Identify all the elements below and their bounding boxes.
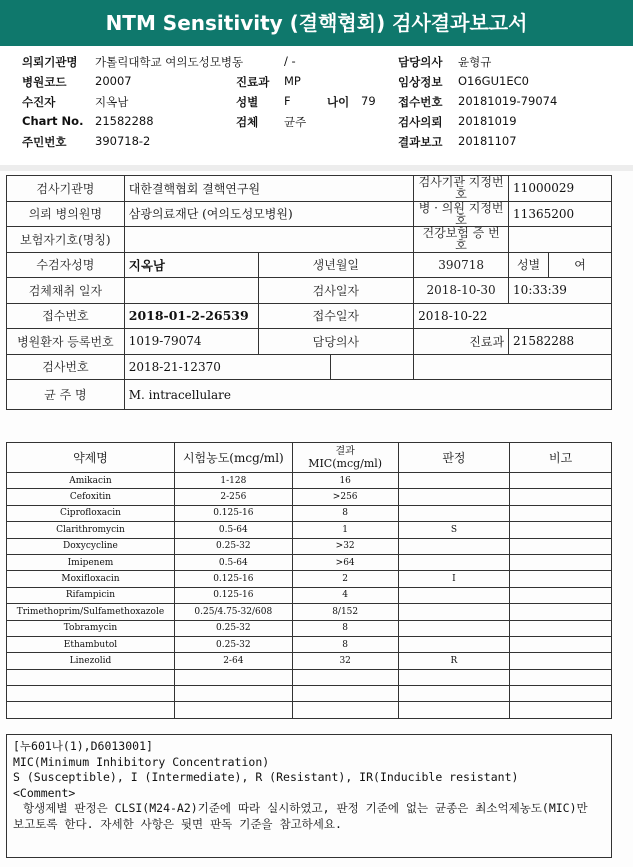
drug-cell-range: 0.5-64 <box>174 522 292 538</box>
drug-cell-mic <box>292 702 398 718</box>
drug-cell-judge <box>398 620 510 636</box>
hospital-code-label: 병원코드 <box>22 75 67 89</box>
test-request-label: 검사의뢰 <box>398 115 443 129</box>
drug-cell-mic: 8 <box>292 620 398 636</box>
collect-date-label: 검체채취 일자 <box>7 278 125 304</box>
drug-cell-range: 0.125-16 <box>174 505 292 521</box>
test-no-blank <box>331 354 414 380</box>
drug-cell-drug: Trimethoprim/Sulfamethoxazole <box>7 604 175 620</box>
id-no-label: 주민번호 <box>22 135 67 149</box>
test-no-extra <box>414 354 612 380</box>
table-row <box>7 604 612 620</box>
collect-date-value <box>124 278 258 304</box>
sex-label: 성별 <box>236 95 259 109</box>
drug-cell-note <box>510 571 612 587</box>
table-row <box>7 636 612 652</box>
drug-cell-judge: R <box>398 653 510 669</box>
drug-cell-mic: 8 <box>292 636 398 652</box>
drug-cell-range <box>174 686 292 702</box>
species-label: 균 주 명 <box>7 380 125 410</box>
table-row <box>7 538 612 554</box>
table-row <box>7 702 612 718</box>
reg-no-label: 병원환자 등록번호 <box>7 329 125 355</box>
lab-name-label: 검사기관명 <box>7 176 125 202</box>
drug-cell-range: 2-256 <box>174 489 292 505</box>
test-request-value: 20181019 <box>458 114 517 128</box>
drug-cell-note <box>510 505 612 521</box>
institution-slash: / - <box>284 54 296 68</box>
drug-cell-drug <box>7 669 175 685</box>
drug-cell-judge <box>398 505 510 521</box>
drug-cell-range: 0.5-64 <box>174 554 292 570</box>
drug-cell-drug <box>7 702 175 718</box>
specimen-value: 균주 <box>284 115 307 129</box>
table-row <box>7 489 612 505</box>
drug-cell-judge <box>398 587 510 603</box>
birth-label: 생년월일 <box>258 252 414 278</box>
insurer-value <box>124 227 413 253</box>
drug-cell-drug: Cefoxitin <box>7 489 175 505</box>
reception-no-label: 접수번호 <box>398 95 443 109</box>
drug-cell-judge: S <box>398 522 510 538</box>
drug-cell-note <box>510 473 612 489</box>
drug-cell-judge <box>398 538 510 554</box>
drug-cell-note <box>510 554 612 570</box>
doctor-value: 윤형규 <box>458 55 492 69</box>
notes-comment-text: 항생제별 판정은 CLSI(M24-A2)기준에 따라 실시하였고, 판정 기준에 없는 균종은 최소억제농도(MIC)만 보고토록 한다. 자세한 사항은 뒷면 판독 기준을 참고하세요. <box>13 801 588 831</box>
drug-cell-range: 2-64 <box>174 653 292 669</box>
reception-no-value: 20181019-79074 <box>458 94 558 108</box>
reception-date-value: 2018-10-22 <box>414 303 612 329</box>
drug-cell-mic: >256 <box>292 489 398 505</box>
notes-legend: S (Susceptible), I (Intermediate), R (Resistant), IR(Inducible resistant) <box>13 770 519 784</box>
drug-cell-judge <box>398 604 510 620</box>
dept-value: MP <box>284 74 301 88</box>
patient-info-table <box>6 175 612 410</box>
notes-code: [누601나(1),D6013001] <box>13 739 153 753</box>
drug-cell-mic: 32 <box>292 653 398 669</box>
lab-code-label: 검사기관 지정번호 <box>414 176 509 202</box>
drug-cell-mic: 16 <box>292 473 398 489</box>
dept-label: 진료과 <box>236 75 270 89</box>
drug-cell-drug: Amikacin <box>7 473 175 489</box>
drug-cell-drug: Doxycycline <box>7 538 175 554</box>
drug-cell-range <box>174 702 292 718</box>
drug-cell-mic <box>292 686 398 702</box>
drug-rows <box>7 473 612 719</box>
drug-cell-range: 0.25-32 <box>174 620 292 636</box>
drug-sensitivity-table <box>6 442 612 719</box>
drug-cell-judge <box>398 702 510 718</box>
table-row <box>7 554 612 570</box>
notes-comment-title: <Comment> <box>13 785 76 800</box>
age-label: 나이 <box>327 95 350 109</box>
doctor-label: 담당의사 <box>398 55 443 69</box>
drug-cell-note <box>510 538 612 554</box>
drug-cell-drug <box>7 686 175 702</box>
reg-no-value: 1019-79074 <box>124 329 258 355</box>
health-id-label: 건강보험 증 번 호 <box>414 227 509 253</box>
patient-name-label: 수검자성명 <box>7 252 125 278</box>
doctor-label: 담당의사 <box>258 329 414 355</box>
drug-cell-range: 0.25/4.75-32/608 <box>174 604 292 620</box>
chart-no-label: Chart No. <box>22 114 84 128</box>
age-value: 79 <box>361 94 376 108</box>
drug-cell-note <box>510 653 612 669</box>
report-title: NTM Sensitivity (결핵협회) 검사결과보고서 <box>0 0 633 46</box>
drug-cell-note <box>510 489 612 505</box>
drug-cell-range <box>174 669 292 685</box>
sex-value: 여 <box>549 252 612 278</box>
drug-cell-mic: 4 <box>292 587 398 603</box>
drug-header: 약제명 <box>7 443 175 473</box>
drug-cell-drug: Imipenem <box>7 554 175 570</box>
clinical-label: 임상정보 <box>398 75 443 89</box>
drug-cell-judge <box>398 489 510 505</box>
drug-cell-range: 0.25-32 <box>174 636 292 652</box>
birth-value: 390718 <box>414 252 509 278</box>
test-no-value: 2018-21-12370 <box>124 354 331 380</box>
patient-name-value: 지옥남 <box>124 252 258 278</box>
table-row <box>7 522 612 538</box>
drug-cell-mic: 1 <box>292 522 398 538</box>
lab-code-value: 11000029 <box>509 176 612 202</box>
hosp-code-label: 병 · 의원 지정번호 <box>414 201 509 227</box>
scanned-report <box>0 171 633 867</box>
report-date-label: 결과보고 <box>398 135 443 149</box>
dept-value: 21582288 <box>509 329 612 355</box>
table-row <box>7 686 612 702</box>
test-date-label: 검사일자 <box>258 278 414 304</box>
notes-box <box>6 734 612 858</box>
drug-cell-mic: >64 <box>292 554 398 570</box>
table-row <box>7 571 612 587</box>
table-row <box>7 653 612 669</box>
table-row <box>7 473 612 489</box>
report-date-value: 20181107 <box>458 134 517 148</box>
drug-cell-drug: Ciprofloxacin <box>7 505 175 521</box>
drug-cell-drug: Moxifloxacin <box>7 571 175 587</box>
lab-name-value: 대한결핵협회 결핵연구원 <box>124 176 413 202</box>
id-no-value: 390718-2 <box>95 134 151 148</box>
drug-cell-mic: >32 <box>292 538 398 554</box>
insurer-label: 보험자기호(명칭) <box>7 227 125 253</box>
table-row <box>7 620 612 636</box>
mic-header-top: 결과 <box>335 445 355 457</box>
species-value: M. intracellulare <box>124 380 611 410</box>
drug-cell-range: 0.125-16 <box>174 571 292 587</box>
notes-mic-definition: MIC(Minimum Inhibitory Concentration) <box>13 754 270 769</box>
drug-cell-note <box>510 686 612 702</box>
reception-no-label: 접수번호 <box>7 303 125 329</box>
mic-header <box>292 443 398 473</box>
chart-no-value: 21582288 <box>95 114 154 128</box>
drug-cell-judge <box>398 636 510 652</box>
drug-cell-note <box>510 636 612 652</box>
health-id-value <box>509 227 612 253</box>
hosp-code-value: 11365200 <box>509 201 612 227</box>
drug-cell-drug: Ethambutol <box>7 636 175 652</box>
hospital-code-value: 20007 <box>95 74 132 88</box>
drug-cell-range: 1-128 <box>174 473 292 489</box>
note-header: 비고 <box>510 443 612 473</box>
drug-cell-judge <box>398 554 510 570</box>
drug-cell-mic: 8/152 <box>292 604 398 620</box>
range-header: 시험농도(mcg/ml) <box>174 443 292 473</box>
judge-header: 판정 <box>398 443 510 473</box>
table-row <box>7 505 612 521</box>
clinical-value: O16GU1EC0 <box>458 74 529 88</box>
sex-label: 성별 <box>509 252 549 278</box>
sex-value: F <box>284 94 291 108</box>
drug-cell-note <box>510 702 612 718</box>
drug-cell-range: 0.25-32 <box>174 538 292 554</box>
drug-cell-note <box>510 669 612 685</box>
drug-cell-mic: 2 <box>292 571 398 587</box>
drug-cell-drug: Linezolid <box>7 653 175 669</box>
reception-no-value: 2018-01-2-26539 <box>124 303 258 329</box>
patient-label: 수진자 <box>22 95 56 109</box>
drug-cell-judge <box>398 669 510 685</box>
drug-cell-judge <box>398 473 510 489</box>
reception-date-label: 접수일자 <box>258 303 414 329</box>
drug-cell-range: 0.125-16 <box>174 587 292 603</box>
test-no-label: 검사번호 <box>7 354 125 380</box>
drug-cell-note <box>510 587 612 603</box>
drug-cell-drug: Rifampicin <box>7 587 175 603</box>
dept-label: 진료과 <box>414 329 509 355</box>
drug-cell-note <box>510 604 612 620</box>
drug-cell-note <box>510 620 612 636</box>
test-time-value: 10:33:39 <box>509 278 612 304</box>
report-header-info <box>0 54 633 164</box>
patient-value: 지옥남 <box>95 95 129 109</box>
test-date-value: 2018-10-30 <box>414 278 509 304</box>
drug-cell-mic: 8 <box>292 505 398 521</box>
drug-cell-drug: Clarithromycin <box>7 522 175 538</box>
institution-value: 가톨릭대학교 여의도성모병동 <box>95 55 244 69</box>
drug-cell-drug: Tobramycin <box>7 620 175 636</box>
specimen-label: 검체 <box>236 115 259 129</box>
drug-cell-note <box>510 522 612 538</box>
mic-header-bottom: MIC(mcg/ml) <box>308 456 383 470</box>
drug-cell-judge: I <box>398 571 510 587</box>
institution-label: 의뢰기관명 <box>22 55 78 69</box>
drug-cell-judge <box>398 686 510 702</box>
req-hospital-value: 삼광의료재단 (여의도성모병원) <box>124 201 413 227</box>
req-hospital-label: 의뢰 병의원명 <box>7 201 125 227</box>
table-row <box>7 587 612 603</box>
drug-cell-mic <box>292 669 398 685</box>
table-row <box>7 669 612 685</box>
